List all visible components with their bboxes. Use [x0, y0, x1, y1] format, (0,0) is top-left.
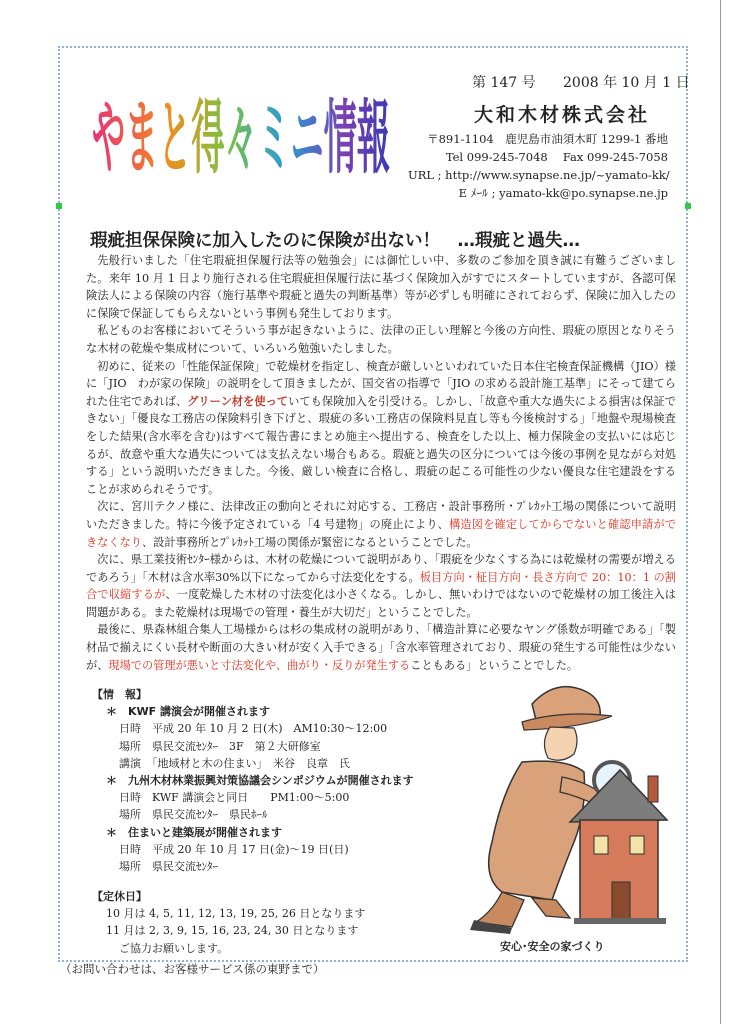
paragraph: 次に、県工業技術ｾﾝﾀｰ様からは、木材の乾燥について説明があり、「瑕疵を少なくする為には乾燥材の需要が増えるであろう」「木材は含水率30%以下になってから寸法変化をする。板目方向・柾目方向・長さ方向で 20：10：1 の割合で収縮するが、一度乾燥した木材の寸法変化は小さくなる。しかし、無いわけではないので乾燥材の加工後注入は問題がある。また乾燥材は現場での管理・養生が大切だ」ということでした。 — [86, 553, 676, 619]
holiday-line: ご協力お願いします。 — [119, 941, 229, 955]
event-detail: 講演 「地域材と木の住まい」 米谷 良章 氏 — [119, 756, 350, 770]
event-detail: 日時 平成 20 年 10 月 2 日(木) AM10:30～12:00 — [119, 722, 388, 736]
holiday-header: 【定休日】 — [92, 890, 147, 903]
holiday-section — [92, 888, 365, 957]
article-headline: 瑕疵担保保険に加入したのに保険が出ない！ …瑕疵と過失… — [90, 231, 580, 251]
detective-house-illustration — [462, 672, 682, 937]
event-title: ＊ KWF 講演会が開催されます — [106, 705, 271, 719]
holiday-line: 11 月は 2, 3, 9, 15, 16, 23, 24, 30 日となります — [106, 924, 359, 938]
phone-fax: Tel 099-245-7048 Fax 099-245-7058 — [445, 150, 668, 164]
event-detail: 場所 県民交流ｾﾝﾀｰ 3F 第２大研修室 — [119, 739, 321, 753]
info-section — [92, 686, 462, 875]
email-address[interactable]: E ﾒｰﾙ ; yamato-kk@po.synapse.ne.jp — [458, 186, 668, 200]
contact-block — [408, 130, 668, 202]
event-title: ＊ 九州木材林業振興対策協議会シンポジウムが開催されます — [106, 774, 414, 788]
issue-date: 2008 年 10 月 1 日 — [563, 75, 690, 91]
selection-handle[interactable] — [685, 203, 691, 209]
company-name: 大和木材株式会社 — [474, 104, 651, 126]
highlight-text: 構造図を確定してからでないと確認申請ができなくなり — [86, 517, 677, 549]
illustration-caption: 安心･安全の家づくり — [500, 940, 605, 953]
article-body — [86, 252, 676, 674]
footer-note: （お問い合わせは、お客様サービス係の東野まで） — [60, 962, 325, 976]
event-detail: 場所 県民交流ｾﾝﾀｰ — [119, 860, 218, 874]
event-title: ＊ 住まいと建築展が開催されます — [106, 825, 282, 839]
logo — [92, 68, 392, 188]
address: 〒891-1104 鹿児島市油須木町 1299-1 番地 — [427, 132, 668, 146]
highlight-text: 板目方向・柾目方向・長さ方向で 20：10：1 の割合で収縮するが — [86, 570, 676, 602]
page-edge-line — [720, 0, 721, 1024]
paragraph: 初めに、従来の「性能保証保険」で乾燥材を指定し、検査が厳しいといわれていた日本住宅検査保証機構（JIO）様に「JIO わが家の保険」の説明をして頂きましたが、国交省の指導で「JIO の求める設計施工基準」にそって建てられた住宅であれば、グリーン材を使っていても保険加入を引受ける。しかし、「故意や重大な過失による損害は保証できない」「優良な工務店の保険料引き下げと、瑕疵の多い工務店の保険料見直し等も今後検討する」「地盤や現場検査をした結果(含水率を含む)はすべて報告書にまとめ施主へ提出する、検査をした以上、極力保険金の支払いには応じるが、故意や重大な過失については支払えない場合もある。瑕疵と過失の区分については今後の事例を見ながら対処する」という説明いただきました。今後、厳しい検査に合格し、瑕疵の起こる可能性の少ない優良な住宅建設をすることが求められそうです。 — [86, 359, 676, 496]
selection-handle[interactable] — [56, 203, 62, 209]
info-header: 【情 報】 — [92, 688, 147, 701]
event-detail: 日時 KWF 講演会と同日 PM1:00～5:00 — [119, 791, 350, 805]
paragraph: 最後に、県森林組合集人工場様からは杉の集成材の説明があり、「構造計算に必要なヤング係数が明確である」「製材品で揃えにくい長材や断面の大きい材が安く入手できる」「含水率管理されており、瑕疵の発生する可能性は少ないが、現場での管理が悪いと寸法変化や、曲がり・反りが発生することもある」ということでした。 — [86, 623, 676, 672]
paragraph: 先般行いました「住宅瑕疵担保履行法等の勉強会」には御忙しい中、多数のご参加を頂き誠に有難うございました。来年 10 月 1 日より施行される住宅瑕疵担保履行法に基づく保険加入がすでにスタートしていますが、各認可保険法人による保険の内容（施行基準や瑕疵と過失の判断基準）等が必ずしも明確にされておらず、保険に加入したのに保険で保証してもらえないという事例も発生しております。 — [86, 254, 676, 320]
paragraph: 私どものお客様においてそういう事が起きないように、法律の正しい理解と今後の方向性、瑕疵の原因となりそうな木材の乾燥や集成材について、いろいろ勉強いたしました。 — [86, 324, 676, 355]
issue-number: 第 147 号 — [472, 75, 536, 91]
website-url[interactable]: URL ; http://www.synapse.ne.jp/~yamato-kk/ — [408, 168, 670, 182]
highlight-text: 現場での管理が悪いと寸法変化や、曲がり・反りが発生する — [108, 658, 411, 672]
event-detail: 日時 平成 20 年 10 月 17 日(金)～19 日(日) — [119, 842, 349, 856]
event-detail: 場所 県民交流ｾﾝﾀｰ 県民ﾎｰﾙ — [119, 808, 268, 822]
highlight-text: グリーン材を使って — [187, 393, 289, 408]
paragraph: 次に、宮川テクノ様に、法律改正の動向とそれに対応する、工務店・設計事務所・ﾌﾟﾚｶｯﾄ工場の関係について説明いただきました。特に今後予定されている「4 号建物」の廃止により、構造図を確定してからでないと確認申請ができなくなり、設計事務所とﾌﾟﾚｶｯﾄ工場の関係が緊密になるということでした。 — [86, 500, 677, 549]
holiday-line: 10 月は 4, 5, 11, 12, 13, 19, 25, 26 日となります — [106, 907, 366, 921]
svg-text:やまと得々ミニ情報: やまと得々ミニ情報 — [92, 92, 390, 186]
